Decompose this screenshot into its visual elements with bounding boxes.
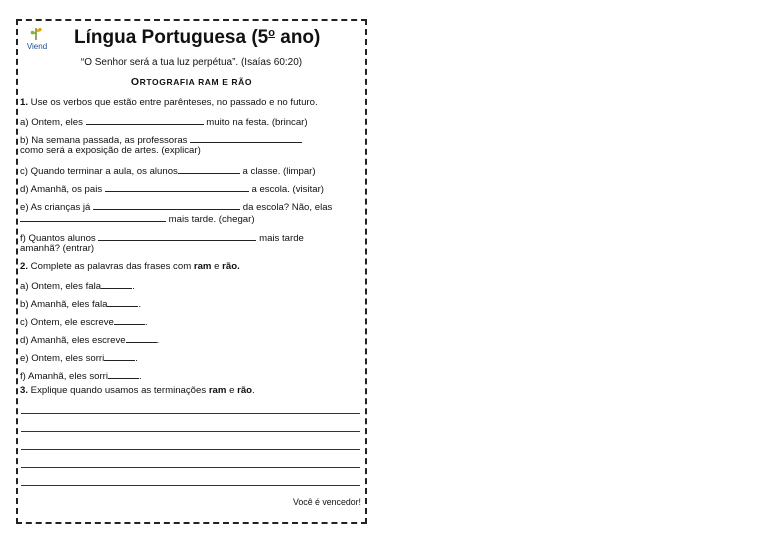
item-1a: a) Ontem, eles muito na festa. (brincar) bbox=[20, 117, 308, 128]
item-2e: e) Ontem, eles sorri . bbox=[20, 353, 138, 364]
question-2: 2. Complete as palavras das frases com ram e rão. bbox=[20, 261, 240, 272]
blank-2c[interactable] bbox=[114, 315, 145, 325]
item-2f: f) Amanhã, eles sorri . bbox=[20, 371, 142, 382]
footer-motto: Você é vencedor! bbox=[293, 497, 361, 507]
section-title: ORTOGRAFIA RAM E RÃO bbox=[130, 76, 253, 88]
blank-1e-2[interactable] bbox=[20, 212, 166, 222]
blank-1d[interactable] bbox=[105, 182, 249, 192]
bible-quote: “O Senhor será a tua luz perpétua”. (Isaías 60:20) bbox=[80, 57, 303, 68]
blank-1e-1[interactable] bbox=[93, 200, 240, 210]
blank-2b[interactable] bbox=[107, 297, 138, 307]
item-1f-cont: amanhã? (entrar) bbox=[20, 243, 95, 254]
item-1b-cont: como será a exposição de artes. (explicar) bbox=[20, 145, 201, 156]
school-logo bbox=[22, 24, 52, 54]
item-1d: d) Amanhã, os pais a escola. (visitar) bbox=[20, 184, 324, 195]
blank-1b[interactable] bbox=[190, 133, 302, 143]
item-2b: b) Amanhã, eles fala . bbox=[20, 299, 142, 310]
worksheet bbox=[16, 19, 367, 524]
blank-2d[interactable] bbox=[126, 333, 157, 343]
answer-line-4[interactable] bbox=[21, 467, 360, 468]
page-title: Língua Portuguesa (5$^o$ ano) bbox=[74, 27, 321, 48]
logo-text: Viend bbox=[26, 42, 48, 51]
item-1c: c) Quando terminar a aula, os alunos a classe. (limpar) bbox=[20, 166, 316, 177]
blank-1f[interactable] bbox=[98, 231, 256, 241]
item-2c: c) Ontem, ele escreve . bbox=[20, 317, 148, 328]
blank-2e[interactable] bbox=[104, 351, 135, 361]
blank-1a[interactable] bbox=[86, 115, 204, 125]
answer-line-5[interactable] bbox=[21, 485, 360, 486]
question-1: 1. Use os verbos que estão entre parênteses, no passado e no futuro. bbox=[20, 97, 318, 108]
item-1e-cont: mais tarde. (chegar) bbox=[20, 212, 361, 226]
blank-2f[interactable] bbox=[108, 369, 139, 379]
answer-line-1[interactable] bbox=[21, 413, 360, 414]
item-1f: f) Quantos alunos mais tarde bbox=[20, 233, 304, 244]
item-2d: d) Amanhã, eles escreve . bbox=[20, 335, 160, 346]
blank-2a[interactable] bbox=[101, 279, 132, 289]
answer-line-3[interactable] bbox=[21, 449, 360, 450]
item-1b: b) Na semana passada, as professoras bbox=[20, 133, 361, 147]
question-3: 3. Explique quando usamos as terminações ram e rão. bbox=[20, 385, 255, 396]
item-2a: a) Ontem, eles fala . bbox=[20, 281, 135, 292]
item-1e: e) As crianças já da escola? Não, elas bbox=[20, 202, 333, 213]
blank-1c[interactable] bbox=[178, 164, 240, 174]
answer-line-2[interactable] bbox=[21, 431, 360, 432]
